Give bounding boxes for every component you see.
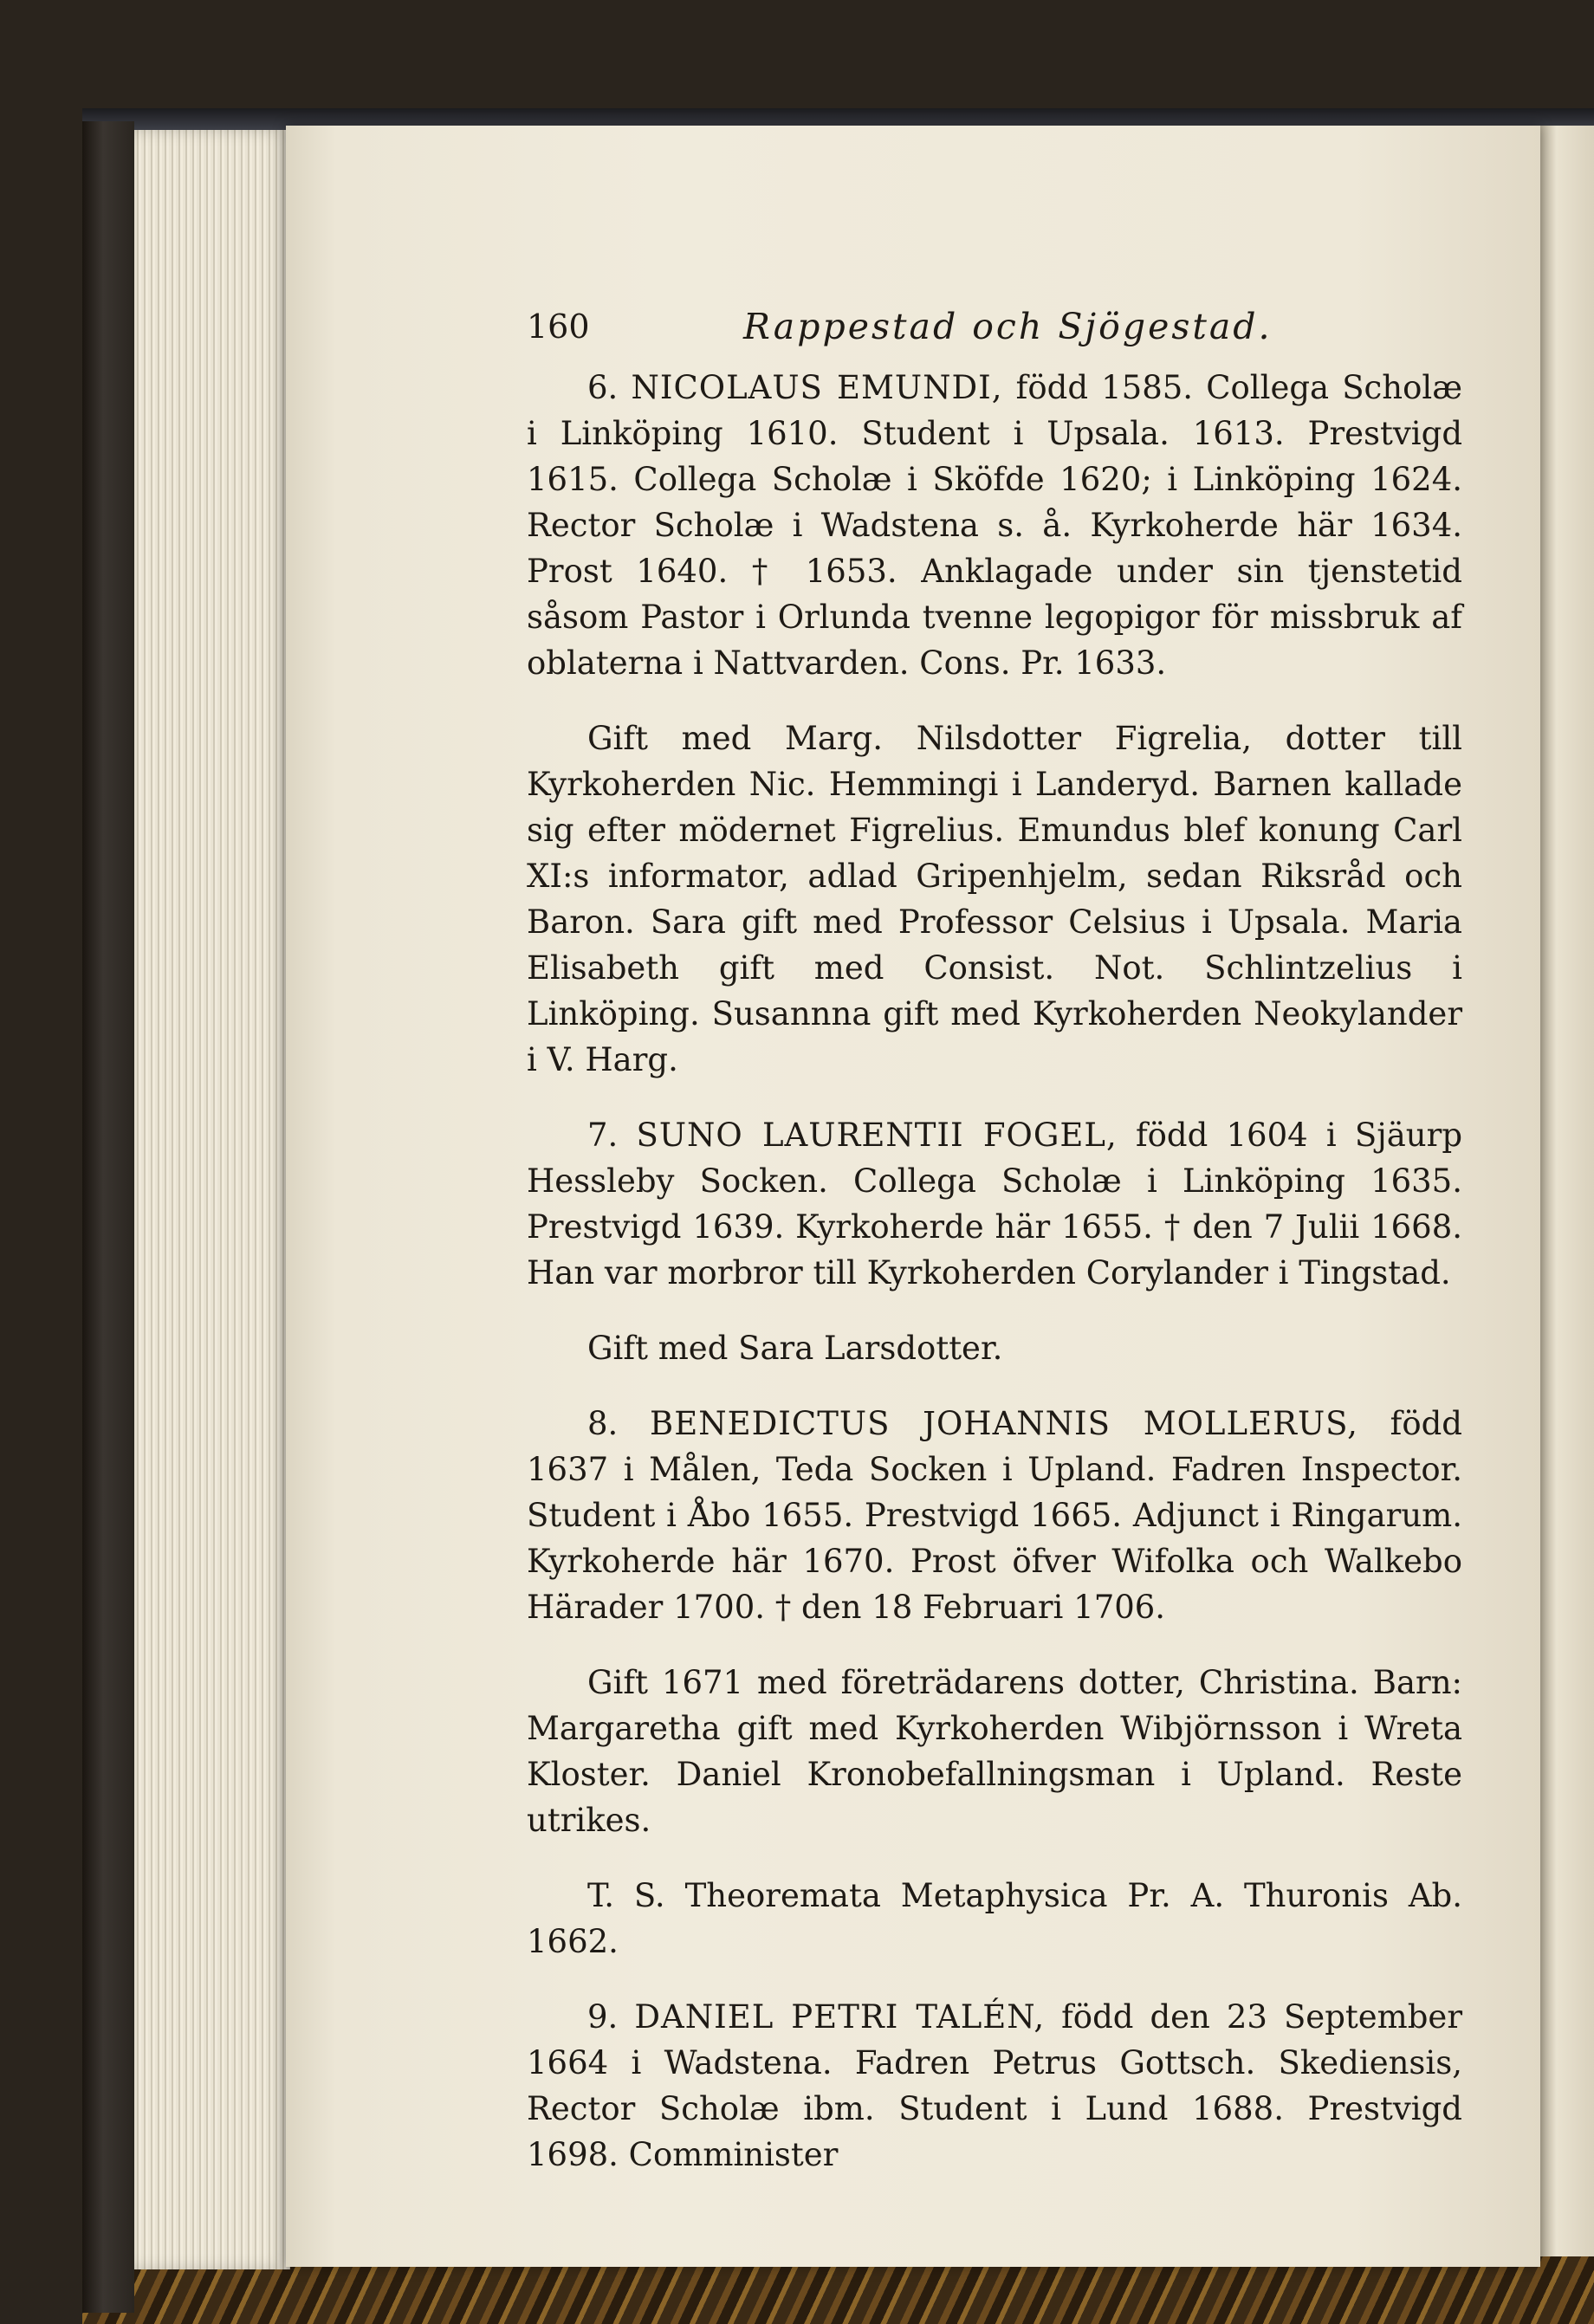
entry-paragraph: Gift med Marg. Nilsdotter Figrelia, dotter till Kyrkoherden Nic. Hemmingi i Landeryd. Barnen kallade sig efter mödernet Figrelius. Emundus blef konung Carl XI:s informator, adlad Gripenhjelm, sedan Riksråd och Baron. Sara gift med Professor Celsius i Upsala. Maria Elisabeth gift med Consist. Not. Schlintzelius i Linköping. Susannna gift med Kyrkoherden Neokylander i V. Harg. (527, 720, 1462, 1078)
entry-number: 7. (587, 1117, 619, 1154)
entry-number: 9. (587, 1998, 619, 2036)
entry-number: 8. (587, 1405, 619, 1442)
page-header (527, 304, 1462, 365)
entry-6 (527, 365, 1462, 686)
entry-text: född 1604 i Sjäurp Hessleby Socken. Collega Scholæ i Linköping 1635. Prestvigd 1639. Kyrkoherde här 1655. † den 7 Julii 1668. Han var morbror till Kyrkoherden Corylander i Tingstad. (527, 1117, 1463, 1291)
entry-text: född 1585. Collega Scholæ i Linköping 1610. Student i Upsala. 1613. Prestvigd 1615. Collega Scholæ i Sköfde 1620; i Linköping 1624. Rector Scholæ i Wadstena s. å. Kyrkoherde här 1634. Prost 1640. † 1653. Anklagade under sin tjenstetid såsom Pastor i Orlunda tvenne legopigor för missbruk af oblaterna i Nattvarden. Cons. Pr. 1633. (527, 369, 1463, 682)
entry-paragraph: Gift med Sara Larsdotter. (587, 1330, 1003, 1367)
entry-8-family (527, 1660, 1462, 1843)
entry-paragraph: Gift 1671 med företrädarens dotter, Christina. Barn: Margaretha gift med Kyrkoherden Wibjörnsson i Wreta Kloster. Daniel Kronobefallningsman i Upland. Reste utrikes. (527, 1664, 1462, 1839)
entry-name: SUNO LAURENTII FOGEL, (636, 1117, 1118, 1154)
entry-paragraph: T. S. Theoremata Metaphysica Pr. A. Thuronis Ab. 1662. (527, 1877, 1462, 1960)
entry-name: DANIEL PETRI TALÉN, (634, 1998, 1046, 2036)
entry-7 (527, 1112, 1462, 1296)
entry-7-family (527, 1325, 1462, 1371)
entry-8 (527, 1401, 1462, 1630)
page-content (527, 304, 1462, 2207)
page-number: 160 (527, 307, 590, 346)
entry-text: född 1637 i Målen, Teda Socken i Upland. Fadren Inspector. Student i Åbo 1655. Prestvigd 1665. Adjunct i Ringarum. Kyrkoherde här 1670. Prost öfver Wifolka och Walkebo Härader 1700. † den 18 Februari 1706. (527, 1405, 1462, 1626)
entry-9 (527, 1994, 1462, 2178)
entry-number: 6. (587, 369, 619, 406)
cover-spine-edge (82, 121, 134, 2313)
entry-paragraph (527, 1401, 1462, 1630)
entry-paragraph (527, 1994, 1462, 2178)
page-stack-edges (134, 130, 290, 2269)
entry-paragraph (527, 1112, 1462, 1296)
entry-8-works (527, 1873, 1462, 1965)
entry-name: BENEDICTUS JOHANNIS MOLLERUS, (650, 1405, 1358, 1442)
entry-paragraph (527, 365, 1462, 686)
book-page (286, 126, 1540, 2267)
running-title: Rappestad och Sjögestad. (743, 306, 1273, 347)
entry-name: NICOLAUS EMUNDI, (631, 369, 1003, 406)
next-page-edge (1540, 126, 1594, 2256)
entry-text: född den 23 September 1664 i Wadstena. Fadren Petrus Gottsch. Skediensis, Rector Scholæ ibm. Student i Lund 1688. Prestvigd 1698. Comminister (527, 1998, 1463, 2173)
entry-6-family (527, 715, 1462, 1083)
